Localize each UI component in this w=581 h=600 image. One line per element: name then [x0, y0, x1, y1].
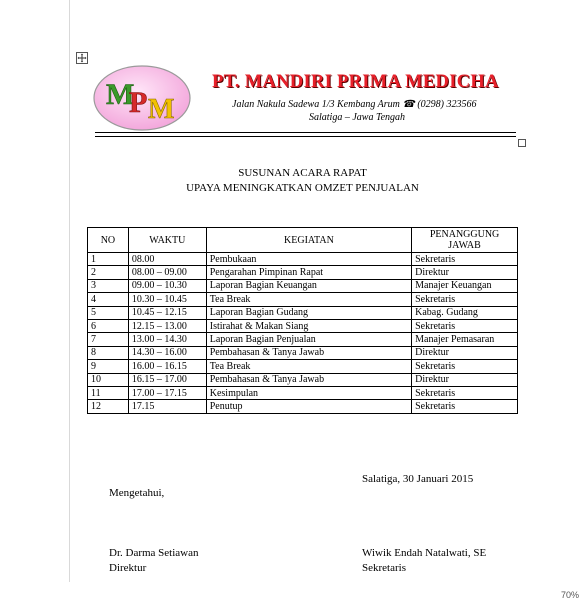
cell-person-in-charge: Direktur [412, 266, 518, 279]
cell-person-in-charge: Direktur [412, 373, 518, 386]
cell-time: 17.00 – 17.15 [128, 386, 206, 399]
table-row [88, 386, 518, 399]
cell-activity: Pembukaan [206, 253, 411, 266]
table-row [88, 346, 518, 359]
header-rule-thick [95, 132, 516, 133]
cell-activity: Pembahasan & Tanya Jawab [206, 373, 411, 386]
cell-no: 11 [88, 386, 129, 399]
signature-date: Salatiga, 30 Januari 2015 [362, 473, 474, 485]
cell-time: 08.00 [128, 253, 206, 266]
director-role: Direktur [109, 562, 147, 574]
cell-time: 10.45 – 12.15 [128, 306, 206, 319]
cell-activity: Pengarahan Pimpinan Rapat [206, 266, 411, 279]
cell-no: 5 [88, 306, 129, 319]
cell-person-in-charge: Sekretaris [412, 400, 518, 413]
cell-time: 17.15 [128, 400, 206, 413]
cell-no: 6 [88, 319, 129, 332]
cell-no: 7 [88, 333, 129, 346]
logo-letter-m2: M [148, 94, 175, 125]
cell-time: 13.00 – 14.30 [128, 333, 206, 346]
cell-activity: Istirahat & Makan Siang [206, 319, 411, 332]
document-subtitle: UPAYA MENINGKATKAN OMZET PENJUALAN [186, 182, 419, 194]
table-row [88, 266, 518, 279]
document-title: SUSUNAN ACARA RAPAT [238, 167, 367, 179]
cell-time: 09.00 – 10.30 [128, 279, 206, 292]
table-row [88, 279, 518, 292]
header-time: WAKTU [128, 228, 206, 253]
cell-activity: Laporan Bagian Keuangan [206, 279, 411, 292]
header-person-in-charge: PENANGGUNG JAWAB [412, 228, 518, 253]
cell-activity: Tea Break [206, 360, 411, 373]
table-header-row [88, 228, 518, 253]
cell-person-in-charge: Sekretaris [412, 386, 518, 399]
cell-no: 8 [88, 346, 129, 359]
status-bar [0, 582, 581, 597]
cell-time: 08.00 – 09.00 [128, 266, 206, 279]
logo-letter-m1: M [106, 78, 135, 111]
director-name: Dr. Darma Setiawan [109, 547, 199, 559]
cell-activity: Pembahasan & Tanya Jawab [206, 346, 411, 359]
cell-activity: Tea Break [206, 293, 411, 306]
cell-no: 12 [88, 400, 129, 413]
company-address: Jalan Nakula Sadewa 1/3 Kembang Arum ☎ (0298) 323566 [232, 99, 477, 110]
table-row [88, 293, 518, 306]
cell-time: 16.00 – 16.15 [128, 360, 206, 373]
cell-no: 2 [88, 266, 129, 279]
cell-person-in-charge: Sekretaris [412, 293, 518, 306]
cell-no: 4 [88, 293, 129, 306]
cell-time: 12.15 – 13.00 [128, 319, 206, 332]
acknowledged-label: Mengetahui, [109, 487, 165, 499]
agenda-table[interactable] [87, 227, 518, 414]
table-row [88, 373, 518, 386]
cell-person-in-charge: Sekretaris [412, 360, 518, 373]
cell-activity: Laporan Bagian Gudang [206, 306, 411, 319]
secretary-role: Sekretaris [362, 562, 406, 574]
cell-person-in-charge: Manajer Pemasaran [412, 333, 518, 346]
table-row [88, 333, 518, 346]
table-row [88, 306, 518, 319]
cell-person-in-charge: Sekretaris [412, 319, 518, 332]
cell-person-in-charge: Direktur [412, 346, 518, 359]
cell-time: 14.30 – 16.00 [128, 346, 206, 359]
logo-letter-p: P [129, 86, 148, 119]
zoom-level[interactable]: 70% [560, 590, 579, 600]
table-row [88, 319, 518, 332]
company-city: Salatiga – Jawa Tengah [309, 112, 406, 123]
company-name: PT. MANDIRI PRIMA MEDICHA [212, 72, 499, 92]
cell-person-in-charge: Manajer Keuangan [412, 279, 518, 292]
cell-no: 1 [88, 253, 129, 266]
cell-activity: Penutup [206, 400, 411, 413]
table-row [88, 253, 518, 266]
table-row [88, 360, 518, 373]
cell-activity: Laporan Bagian Penjualan [206, 333, 411, 346]
cell-no: 10 [88, 373, 129, 386]
table-move-handle-icon[interactable] [76, 52, 88, 64]
resize-handle[interactable] [518, 139, 526, 147]
cell-activity: Kesimpulan [206, 386, 411, 399]
header-rule-thin [95, 136, 516, 137]
cell-time: 16.15 – 17.00 [128, 373, 206, 386]
workspace-background [0, 0, 69, 597]
header-activity: KEGIATAN [206, 228, 411, 253]
table-row [88, 400, 518, 413]
cell-no: 3 [88, 279, 129, 292]
secretary-name: Wiwik Endah Natalwati, SE [362, 547, 487, 559]
header-no: NO [88, 228, 129, 253]
cell-no: 9 [88, 360, 129, 373]
cell-time: 10.30 – 10.45 [128, 293, 206, 306]
cell-person-in-charge: Kabag. Gudang [412, 306, 518, 319]
company-logo [92, 64, 192, 132]
cell-person-in-charge: Sekretaris [412, 253, 518, 266]
